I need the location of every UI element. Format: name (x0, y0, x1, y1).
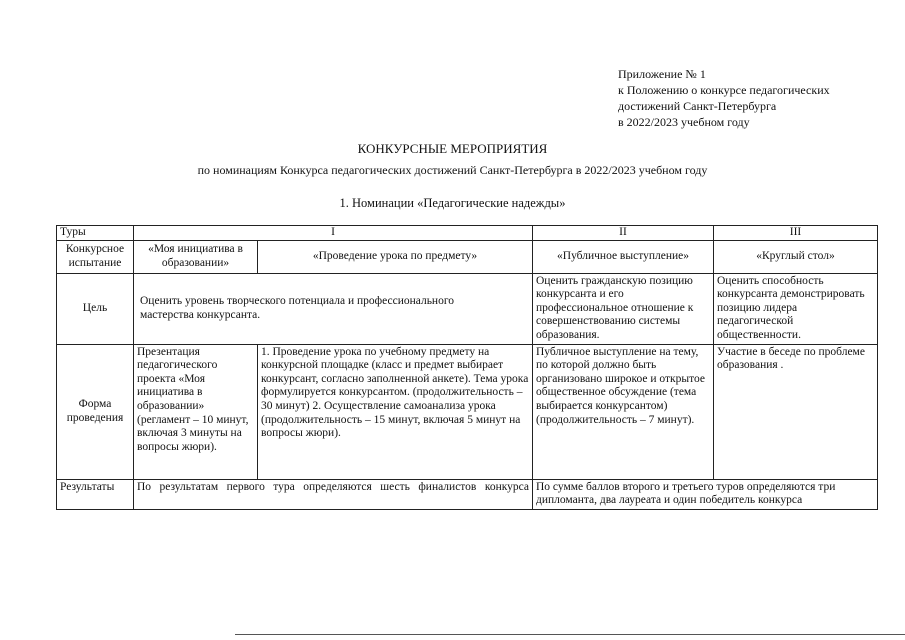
contest-1a: «Моя инициатива в образовании» (134, 240, 258, 273)
goal-1: Оценить уровень творческого потенциала и профессионального мастерства конкурсанта. (134, 273, 533, 344)
contest-2: «Публичное выступление» (533, 240, 714, 273)
results-2: По сумме баллов второго и третьего туров определяются три дипломанта, два лауреата и один победитель конкурса (533, 479, 878, 509)
form-2: Публичное выступление на тему, по которой должно быть организовано широкое и открытое общественное обсуждение (тема выбирается конкурсантом) (продолжительность – 7 минут). (533, 344, 714, 479)
contest-3: «Круглый стол» (714, 240, 878, 273)
row-label-form: Форма проведения (57, 344, 134, 479)
table-row-form (57, 344, 878, 479)
row-label-tours: Туры (57, 226, 134, 241)
tour-2-header: II (533, 226, 714, 241)
appendix-line: в 2022/2023 учебном году (618, 115, 750, 129)
table-row-goal (57, 273, 878, 344)
page-title: КОНКУРСНЫЕ МЕРОПРИЯТИЯ (357, 141, 548, 156)
appendix-line: Приложение № 1 (618, 67, 706, 81)
contest-table (56, 225, 878, 510)
table-row-contest (57, 240, 878, 273)
form-1b: 1. Проведение урока по учебному предмету на конкурсной площадке (класс и предмет выбирает конкурсант, согласно заполненной анкете). Тема урока формулируется конкурсантом. (продолжительность – 30 минут) 2. Осуществление самоанализа урока (продолжительность – 15 минут, включая 5 минут на вопросы жюри). (258, 344, 533, 479)
appendix-line: достижений Санкт-Петербурга (618, 99, 777, 113)
form-3: Участие в беседе по проблеме образования . (714, 344, 878, 479)
row-label-results: Результаты (57, 479, 134, 509)
table-row-results (57, 479, 878, 509)
table-row-tours (57, 226, 878, 241)
page-subtitle: по номинациям Конкурса педагогических достижений Санкт-Петербурга в 2022/2023 учебном году (197, 163, 708, 177)
section-title: 1. Номинации «Педагогические надежды» (339, 196, 566, 210)
appendix-line: к Положению о конкурсе педагогических (618, 83, 830, 97)
tour-1-header: I (134, 226, 533, 241)
form-1a: Презентация педагогического проекта «Моя инициатива в образовании» (регламент – 10 минут, включая 3 минуты на вопросы жюри). (134, 344, 258, 479)
row-label-goal: Цель (57, 273, 134, 344)
appendix-header (618, 66, 830, 130)
results-1: По результатам первого тура определяются шесть финалистов конкурса (134, 479, 533, 509)
page-edge-line (235, 634, 905, 635)
goal-3: Оценить способность конкурсанта демонстрировать позицию лидера педагогической общественности. (714, 273, 878, 344)
goal-2: Оценить гражданскую позицию конкурсанта и его профессиональное отношение к совершенствованию системы образования. (533, 273, 714, 344)
row-label-contest: Конкурсное испытание (57, 240, 134, 273)
tour-3-header: III (714, 226, 878, 241)
contest-1b: «Проведение урока по предмету» (258, 240, 533, 273)
